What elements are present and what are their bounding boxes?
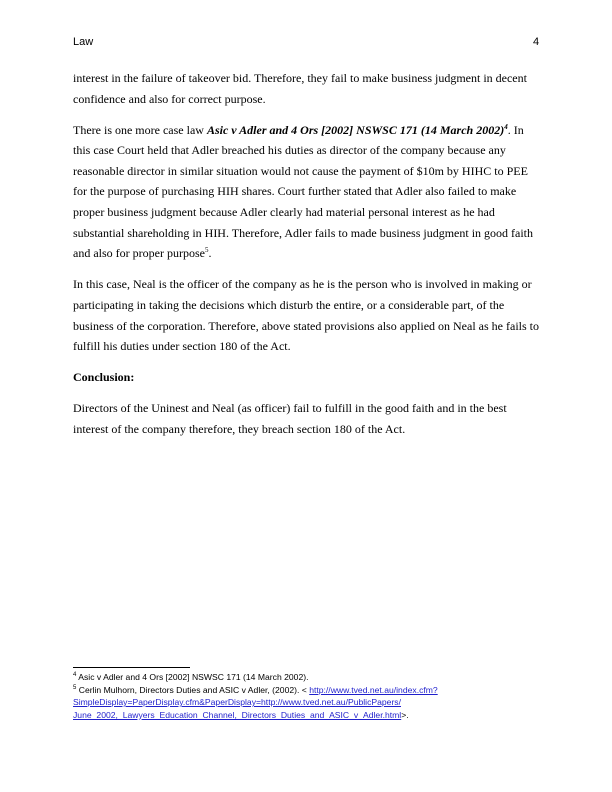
conclusion-heading: Conclusion: [73,370,135,385]
paragraph-2-body: . In this case Court held that Adler breached his duties as director of the company because any reasonable director in similar situation would not cause the payment of $10m by HIHC to PEE for the purpose of purchasing HIH shares. Court further stated that Adler also failed to make proper business judgment because Adler clearly had material personal interest as he had substantial shareholding in HIH. Therefore, Adler fails to made business judgment in good faith and also for proper purpose [73,122,534,261]
body-text [73,68,541,450]
paragraph-2 [73,120,541,264]
case-citation: Asic v Adler and 4 Ors [2002] NSWSC 171 (14 March 2002) [206,122,505,137]
running-head: Law [73,36,94,48]
paragraph-1: interest in the failure of takeover bid. Therefore, they fail to make business judgment in decent confidence and also for correct purpose. [73,71,527,106]
footnote-5-number: 5 [73,684,77,691]
footnote-5-link-line-2: SimpleDisplay=PaperDisplay.cfm&PaperDisplay=http://www.tved.net.au/PublicPapers/ [73,697,401,708]
footnote-5-link-line-3: June_2002,_Lawyers_Education_Channel,_Directors_Duties_and_ASIC_v_Adler.html [73,709,402,720]
footnote-separator [73,667,190,668]
footnote-5 [73,684,543,722]
footnotes [73,671,543,721]
footnote-ref-5[interactable]: 5 [204,246,209,255]
page-number: 4 [533,36,540,48]
footnote-4 [73,671,543,684]
footnote-ref-4[interactable]: 4 [504,122,508,131]
paragraph-2-end: . [208,246,212,261]
paragraph-3: In this case, Neal is the officer of the company as he is the person who is involved in making or participating in taking the decisions which disturb the entire, or a considerable part, of the business of the corporation. Therefore, above stated provisions also applied on Neal as he fails to fulfill his duties under section 180 of the Act. [73,277,539,354]
footnote-4-number: 4 [73,672,77,679]
paragraph-4: Directors of the Uninest and Neal (as officer) fail to fulfill in the good faith and in the best interest of the company therefore, they breach section 180 of the Act. [73,401,507,436]
footnote-5-link-line-1: http://www.tved.net.au/index.cfm? [309,684,438,695]
footnote-5-end: >. [401,709,409,720]
footnote-4-text: Asic v Adler and 4 Ors [2002] NSWSC 171 (14 March 2002). [76,672,309,682]
footnote-5-text: Cerlin Mulhorn, Directors Duties and ASIC v Adler, (2002). < [76,684,310,695]
paragraph-2-lead: There is one more case law [73,122,207,137]
